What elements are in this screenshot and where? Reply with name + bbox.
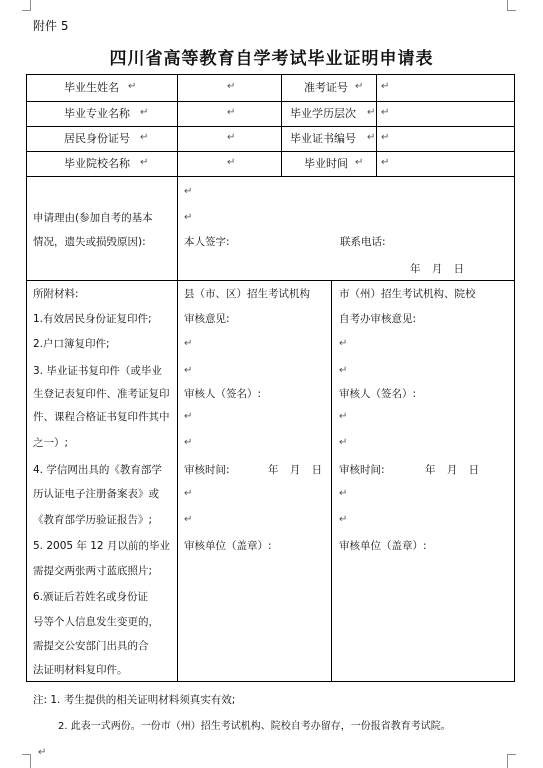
- paragraph-mark: ↵: [184, 514, 193, 525]
- paragraph-mark: ↵: [184, 186, 193, 197]
- crop-mark-top-left-h: [22, 10, 31, 11]
- city-review-date: 年 月 日: [425, 464, 480, 476]
- material-line: 需提交公安部门出具的合: [33, 640, 149, 652]
- crop-mark-top-left: [30, 0, 31, 10]
- value-id-number[interactable]: ↵: [227, 132, 236, 143]
- crop-mark-top-right-h: [507, 10, 516, 11]
- material-line: 1.有效居民身份证复印件;: [33, 313, 152, 325]
- paragraph-mark: ↵: [184, 411, 193, 422]
- county-review-date: 年 月 日: [268, 464, 323, 476]
- label-major: 毕业专业名称: [64, 107, 130, 120]
- county-review-unit-label: 审核单位（盖章）:: [184, 540, 272, 552]
- paragraph-mark: ↵: [140, 107, 149, 118]
- city-reviewer-signature-label: 审核人（签名）:: [339, 388, 417, 400]
- paragraph-mark: ↵: [128, 81, 137, 92]
- value-certificate-number[interactable]: ↵: [381, 132, 390, 143]
- paragraph-mark: ↵: [367, 107, 376, 118]
- material-line: 《教育部学历验证报告》;: [33, 514, 153, 526]
- materials-header: 所附材料:: [33, 288, 79, 300]
- paragraph-mark: ↵: [339, 437, 348, 448]
- form-title: 四川省高等教育自学考试毕业证明申请表: [109, 49, 434, 69]
- county-review-title: 县（市、区）招生考试机构: [184, 288, 310, 300]
- paragraph-mark: ↵: [140, 157, 149, 168]
- reason-label-line1: 申请理由(参加自考的基本: [33, 212, 153, 224]
- paragraph-mark: ↵: [339, 488, 348, 499]
- value-graduation-time[interactable]: ↵: [381, 157, 390, 168]
- crop-mark-bottom-left-h: [22, 754, 31, 755]
- paragraph-mark: ↵: [355, 157, 364, 168]
- material-line: 之一）;: [33, 437, 69, 449]
- paragraph-mark: ↵: [339, 338, 348, 349]
- attachment-label: 附件 5: [33, 19, 69, 33]
- value-ticket-number[interactable]: ↵: [381, 81, 390, 92]
- paragraph-mark: ↵: [184, 437, 193, 448]
- table-border-bottom: [26, 681, 515, 682]
- col-divider-materials: [177, 280, 178, 682]
- reason-label-line2: 情况，遗失或损毁原因):: [33, 236, 146, 248]
- crop-mark-bottom-left: [30, 754, 31, 768]
- paragraph-mark: ↵: [184, 365, 193, 376]
- paragraph-mark: ↵: [184, 212, 193, 223]
- table-border-right: [514, 74, 515, 682]
- material-line: 3. 毕业证书复印件（或毕业: [33, 365, 162, 377]
- county-review-opinion-label: 审核意见:: [184, 313, 230, 325]
- paragraph-mark: ↵: [355, 81, 364, 92]
- label-education-level: 毕业学历层次: [290, 107, 356, 120]
- label-id-number: 居民身份证号: [64, 132, 130, 145]
- value-education-level[interactable]: ↵: [381, 107, 390, 118]
- reason-date: 年 月 日: [410, 263, 465, 275]
- paragraph-mark: ↵: [339, 514, 348, 525]
- city-review-title-line2: 自考办审核意见:: [339, 313, 417, 325]
- table-border-left: [26, 74, 27, 682]
- label-graduation-time: 毕业时间: [304, 157, 348, 170]
- row-divider-1: [26, 101, 515, 102]
- value-major[interactable]: ↵: [227, 107, 236, 118]
- col-divider-3: [376, 74, 377, 176]
- material-line: 生登记表复印件、准考证复印: [33, 388, 170, 400]
- county-review-time-label: 审核时间:: [184, 464, 230, 476]
- city-review-time-label: 审核时间:: [339, 464, 385, 476]
- contact-phone-label: 联系电话:: [340, 236, 386, 248]
- city-review-unit-label: 审核单位（盖章）:: [339, 540, 427, 552]
- material-line: 法证明材料复印件。: [33, 664, 128, 676]
- value-school-name[interactable]: ↵: [227, 157, 236, 168]
- row-divider-2: [26, 126, 515, 127]
- material-line: 件、课程合格证书复印件其中: [33, 411, 170, 423]
- col-divider-2: [281, 74, 282, 176]
- paragraph-mark: ↵: [184, 488, 193, 499]
- city-review-title: 市（州）招生考试机构、院校: [339, 288, 476, 300]
- paragraph-mark: ↵: [38, 747, 47, 758]
- paragraph-mark: ↵: [339, 411, 348, 422]
- material-line: 号等个人信息发生变更的，: [33, 616, 159, 628]
- value-graduate-name[interactable]: ↵: [227, 81, 236, 92]
- crop-mark-top-right: [507, 0, 508, 10]
- label-certificate-number: 毕业证书编号: [290, 132, 356, 145]
- table-border-top: [26, 74, 515, 75]
- paragraph-mark: ↵: [184, 338, 193, 349]
- paragraph-mark: ↵: [339, 365, 348, 376]
- crop-mark-bottom-right: [507, 754, 508, 768]
- row-divider-3: [26, 151, 515, 152]
- col-divider-reason: [177, 176, 178, 280]
- row-divider-5: [26, 280, 515, 281]
- material-line: 6.颁证后若姓名或身份证: [33, 591, 149, 603]
- note-2: 2. 此表一式两份。一份市（州）招生考试机构、院校自考办留存，一份报省教育考试院。: [58, 721, 451, 732]
- label-ticket-number: 准考证号: [304, 81, 348, 94]
- note-1: 注: 1. 考生提供的相关证明材料须真实有效;: [33, 694, 236, 706]
- material-line: 4. 学信网出具的《教育部学: [33, 464, 162, 476]
- material-line: 5. 2005 年 12 月以前的毕业: [33, 540, 170, 552]
- paragraph-mark: ↵: [367, 132, 376, 143]
- paragraph-mark: ↵: [140, 132, 149, 143]
- label-school-name: 毕业院校名称: [64, 157, 130, 170]
- applicant-signature-label: 本人签字:: [184, 236, 230, 248]
- row-divider-4: [26, 176, 515, 177]
- crop-mark-bottom-right-h: [507, 754, 516, 755]
- col-divider-1: [177, 74, 178, 176]
- label-graduate-name: 毕业生姓名: [64, 81, 119, 94]
- material-line: 需提交两张两寸蓝底照片;: [33, 565, 153, 577]
- county-reviewer-signature-label: 审核人（签名）:: [184, 388, 262, 400]
- material-line: 历认证电子注册备案表》或: [33, 488, 159, 500]
- material-line: 2.户口簿复印件;: [33, 338, 110, 350]
- col-divider-review: [331, 280, 332, 682]
